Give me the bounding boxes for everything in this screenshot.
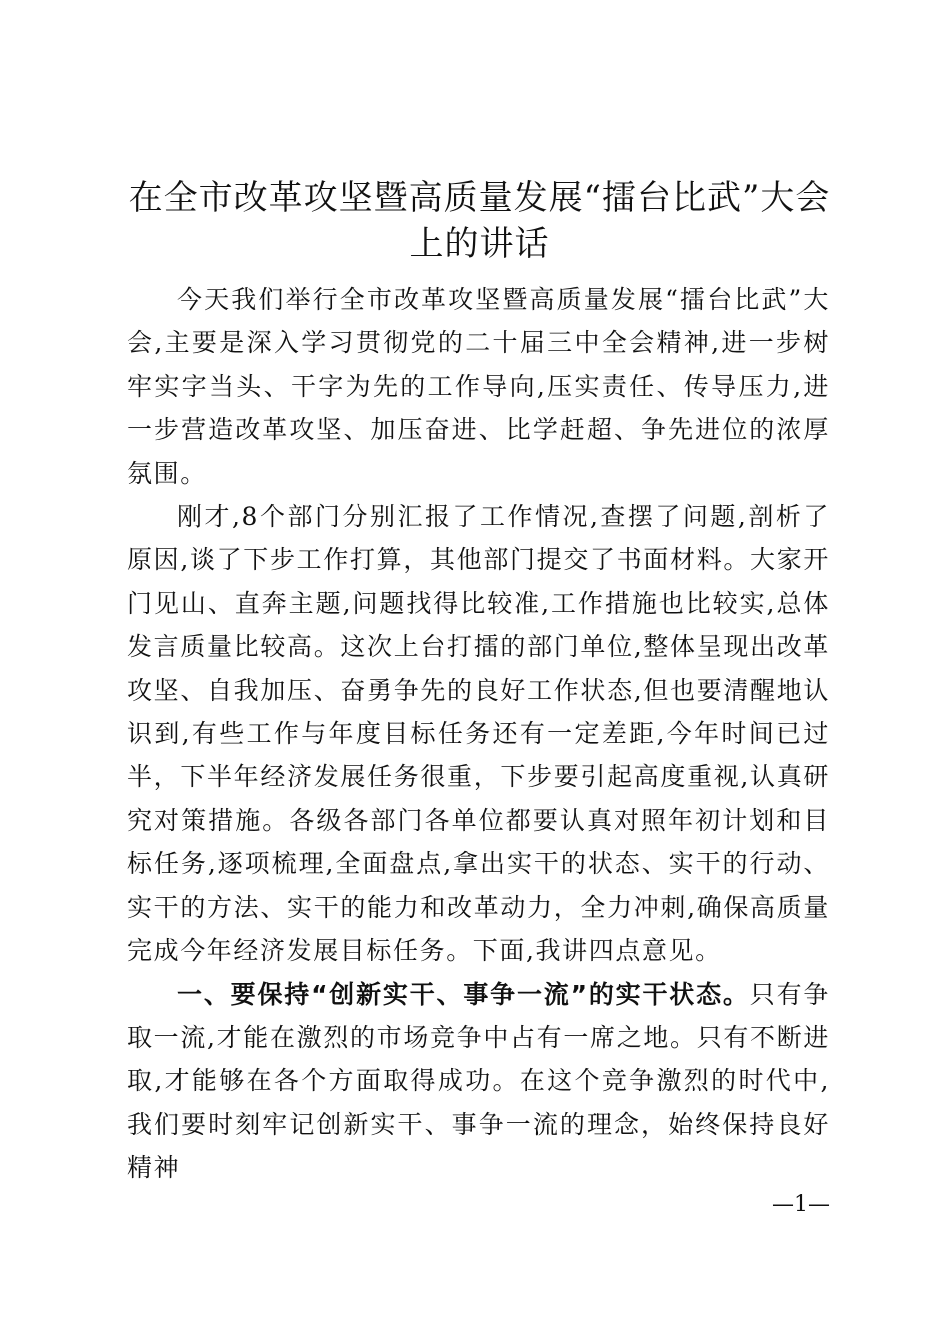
- section-heading-one: 一、要保持“创新实干、事争一流”的实干状态。: [177, 979, 750, 1009]
- page-number: —1—: [772, 1192, 830, 1217]
- paragraph-point-one: [127, 973, 830, 1190]
- paragraph-opening: 今天我们举行全市改革攻坚暨高质量发展“擂台比武”大会,主要是深入学习贯彻党的二十届三中全会精神,进一步树牢实字当头、干字为先的工作导向,压实责任、传导压力,进一步营造改革攻坚、加压奋进、比学赶超、争先进位的浓厚氛围。: [127, 285, 830, 488]
- document-title: 在全市改革攻坚暨高质量发展“擂台比武”大会上的讲话: [128, 178, 831, 264]
- document-body: [127, 278, 830, 1190]
- paragraph-point-one-text: 只有争取一流,才能在激烈的市场竞争中占有一席之地。只有不断进取,才能够在各个方面取得成功。在这个竞争激烈的时代中,我们要时刻牢记创新实干、事争一流的理念，始终保持良好精神: [127, 979, 830, 1183]
- paragraph-summary: 刚才,8个部门分别汇报了工作情况,查摆了问题,剖析了原因,谈了下步工作打算，其他部门提交了书面材料。大家开门见山、直奔主题,问题找得比较准,工作措施也比较实,总体发言质量比较高。这次上台打擂的部门单位,整体呈现出改革攻坚、自我加压、奋勇争先的良好工作状态,但也要清醒地认识到,有些工作与年度目标任务还有一定差距,今年时间已过半，下半年经济发展任务很重，下步要引起高度重视,认真研究对策措施。各级各部门各单位都要认真对照年初计划和目标任务,逐项梳理,全面盘点,拿出实干的状态、实干的行动、实干的方法、实干的能力和改革动力，全力冲刺,确保高质量完成今年经济发展目标任务。下面,我讲四点意见。: [127, 502, 830, 966]
